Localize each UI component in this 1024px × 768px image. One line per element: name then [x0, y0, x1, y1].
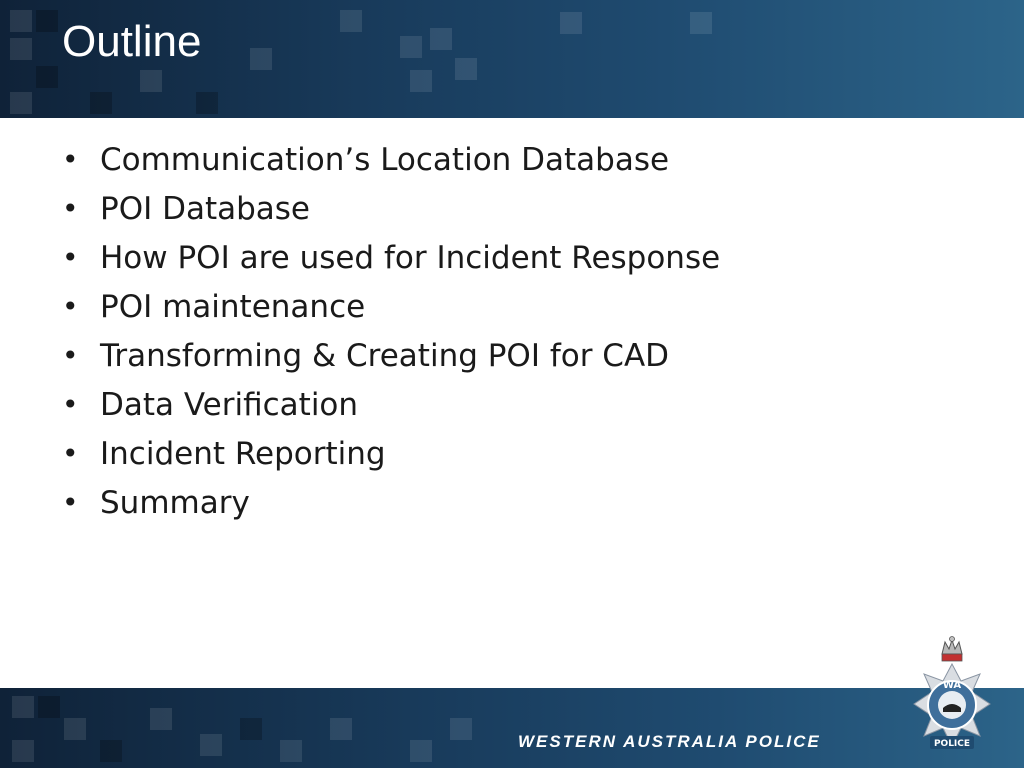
- badge-bottom-label: POLICE: [933, 739, 971, 749]
- slide-title: Outline: [62, 17, 202, 66]
- decorative-square: [12, 740, 34, 762]
- decorative-square: [455, 58, 477, 80]
- wa-police-badge-icon: [912, 636, 992, 768]
- decorative-square: [12, 696, 34, 718]
- decorative-square: [150, 708, 172, 730]
- list-item: [62, 481, 720, 530]
- decorative-square: [410, 70, 432, 92]
- list-item-label: Communication’s Location Database: [100, 142, 670, 178]
- decorative-square: [280, 740, 302, 762]
- footer-band: [0, 688, 1024, 768]
- bullet-icon: •: [62, 241, 79, 274]
- decorative-square: [250, 48, 272, 70]
- decorative-square: [140, 70, 162, 92]
- list-item-label: How POI are used for Incident Response: [100, 240, 721, 276]
- list-item-label: Data Verification: [100, 387, 359, 423]
- header-band: [0, 0, 1024, 118]
- decorative-square: [64, 718, 86, 740]
- decorative-square: [410, 740, 432, 762]
- bullet-icon: •: [62, 192, 79, 225]
- decorative-square: [36, 66, 58, 88]
- outline-list: [62, 138, 720, 530]
- list-item-label: Summary: [100, 485, 250, 521]
- list-item: [62, 187, 720, 236]
- list-item-label: POI maintenance: [100, 289, 366, 325]
- list-item-label: POI Database: [100, 191, 311, 227]
- decorative-square: [400, 36, 422, 58]
- decorative-square: [560, 12, 582, 34]
- decorative-square: [196, 92, 218, 114]
- bullet-icon: •: [62, 290, 79, 323]
- list-item: [62, 236, 720, 285]
- list-item: [62, 334, 720, 383]
- badge-top-label: WA: [942, 680, 962, 691]
- list-item: [62, 383, 720, 432]
- decorative-square: [100, 740, 122, 762]
- list-item: [62, 285, 720, 334]
- decorative-square: [36, 10, 58, 32]
- bullet-icon: •: [62, 437, 79, 470]
- decorative-square: [10, 38, 32, 60]
- bullet-icon: •: [62, 339, 79, 372]
- decorative-square: [38, 696, 60, 718]
- decorative-square: [200, 734, 222, 756]
- decorative-square: [10, 10, 32, 32]
- decorative-square: [330, 718, 352, 740]
- decorative-square: [340, 10, 362, 32]
- decorative-square: [90, 92, 112, 114]
- list-item-label: Incident Reporting: [100, 436, 386, 472]
- decorative-square: [240, 718, 262, 740]
- decorative-square: [690, 12, 712, 34]
- list-item: [62, 432, 720, 481]
- bullet-icon: •: [62, 388, 79, 421]
- decorative-square: [430, 28, 452, 50]
- list-item: [62, 138, 720, 187]
- decorative-square: [450, 718, 472, 740]
- organization-name: WESTERN AUSTRALIA POLICE: [518, 732, 821, 751]
- bullet-icon: •: [62, 143, 79, 176]
- decorative-square: [10, 92, 32, 114]
- bullet-icon: •: [62, 486, 79, 519]
- list-item-label: Transforming & Creating POI for CAD: [100, 338, 670, 374]
